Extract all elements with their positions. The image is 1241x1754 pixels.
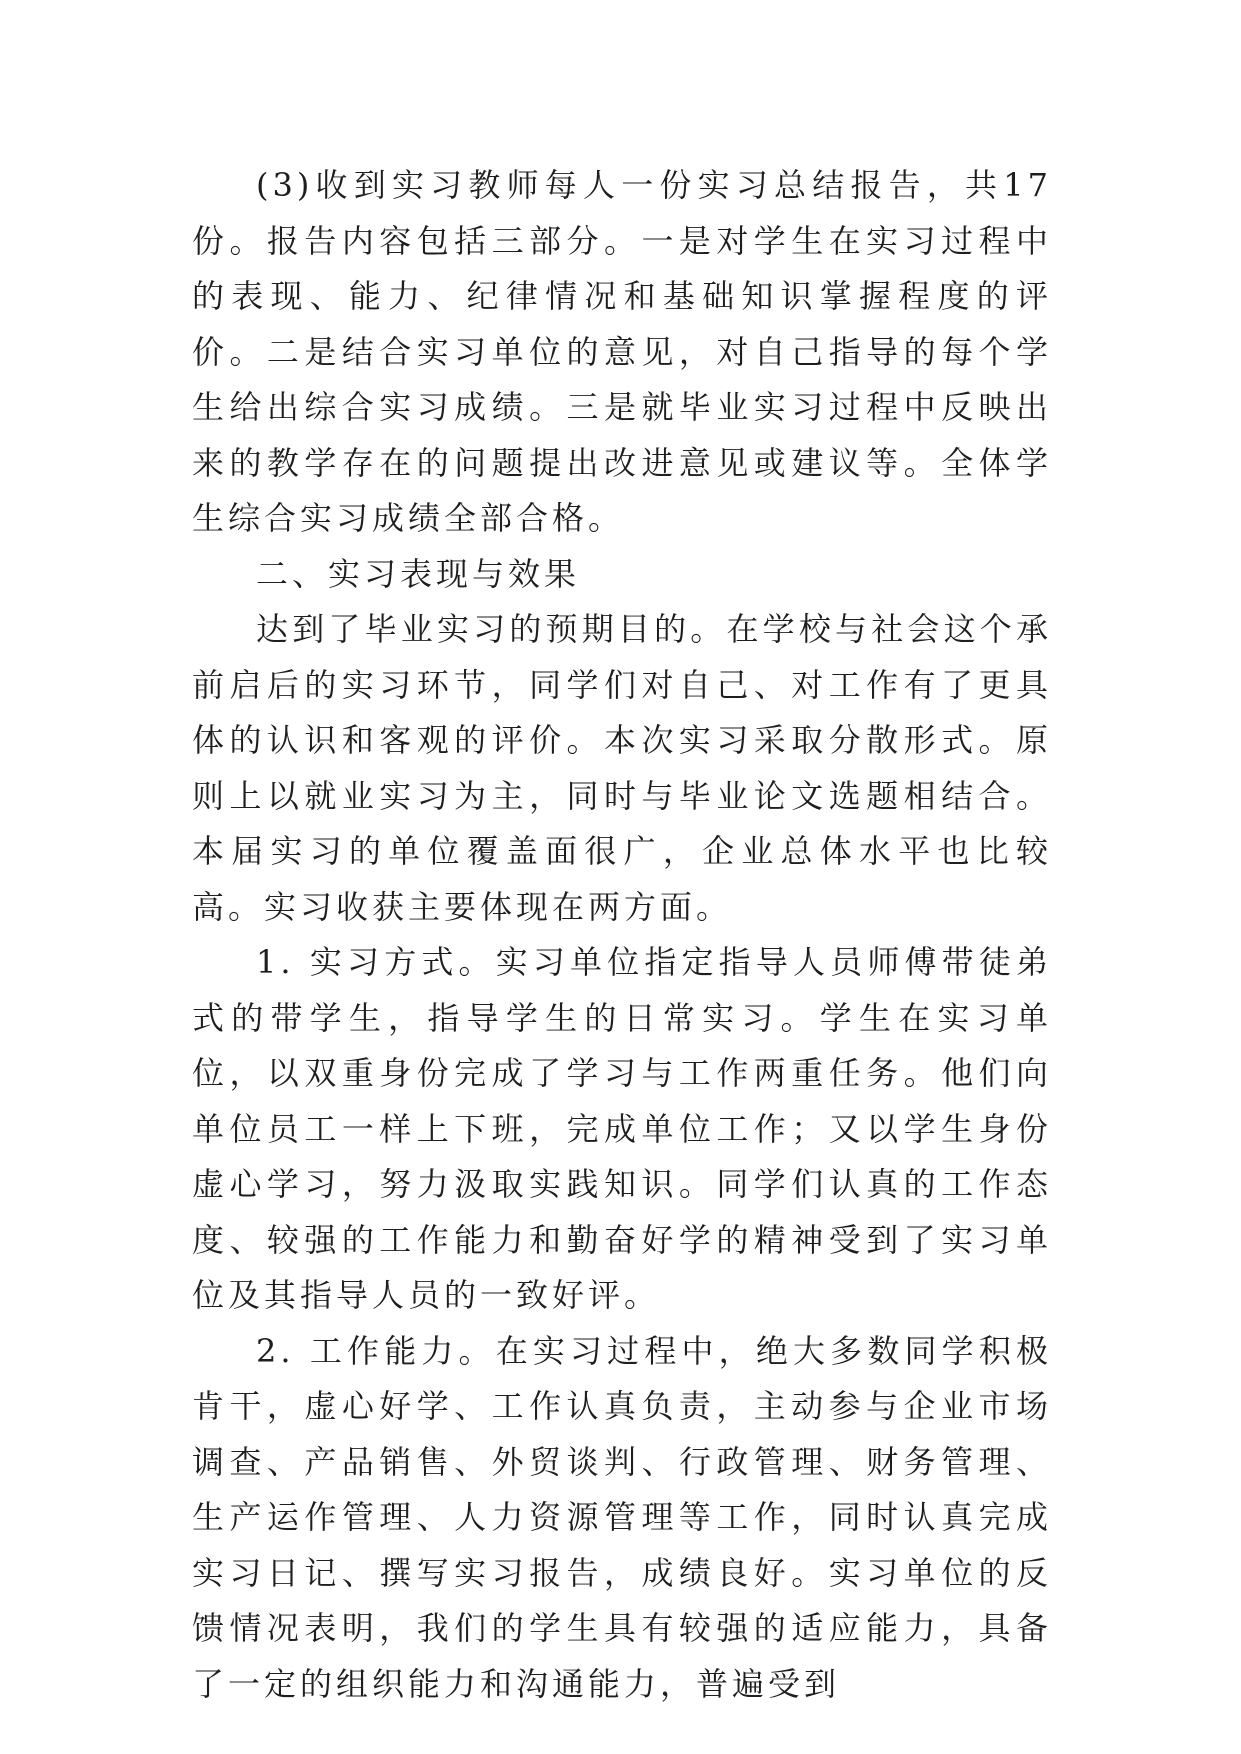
paragraph-internship-method: 1. 实习方式。实习单位指定指导人员师傅带徒弟式的带学生，指导学生的日常实习。学生在实习单位，以双重身份完成了学习与工作两重任务。他们向单位员工一样上下班，完成单位工作；又以学生身份虚心学习，努力汲取实践知识。同学们认真的工作态度、较强的工作能力和勤奋好学的精神受到了实习单位及其指导人员的一致好评。 — [192, 943, 1052, 1314]
paragraph-work-ability: 2. 工作能力。在实习过程中，绝大多数同学积极肯干，虚心好学、工作认真负责，主动参与企业市场调查、产品销售、外贸谈判、行政管理、财务管理、生产运作管理、人力资源管理等工作，同时认真完成实习日记、撰写实习报告，成绩良好。实习单位的反馈情况表明，我们的学生具有较强的适应能力，具备了一定的组织能力和沟通能力，普遍受到 — [192, 1331, 1052, 1703]
paragraph-goals-achieved: 达到了毕业实习的预期目的。在学校与社会这个承前启后的实习环节，同学们对自己、对工作有了更具体的认识和客观的评价。本次实习采取分散形式。原则上以就业实习为主，同时与毕业论文选题相结合。本届实习的单位覆盖面很广，企业总体水平也比较高。实习收获主要体现在两方面。 — [192, 610, 1052, 926]
paragraph-report-summary: (3)收到实习教师每人一份实习总结报告，共17份。报告内容包括三部分。一是对学生在实习过程中的表现、能力、纪律情况和基础知识掌握程度的评价。二是结合实习单位的意见，对自己指导的每个学生给出综合实习成绩。三是就毕业实习过程中反映出来的教学存在的问题提出改进意见或建议等。全体学生综合实习成绩全部合格。 — [192, 166, 1052, 537]
section-heading-performance: 二、实习表现与效果 — [256, 554, 581, 593]
document-body — [192, 158, 1052, 1712]
